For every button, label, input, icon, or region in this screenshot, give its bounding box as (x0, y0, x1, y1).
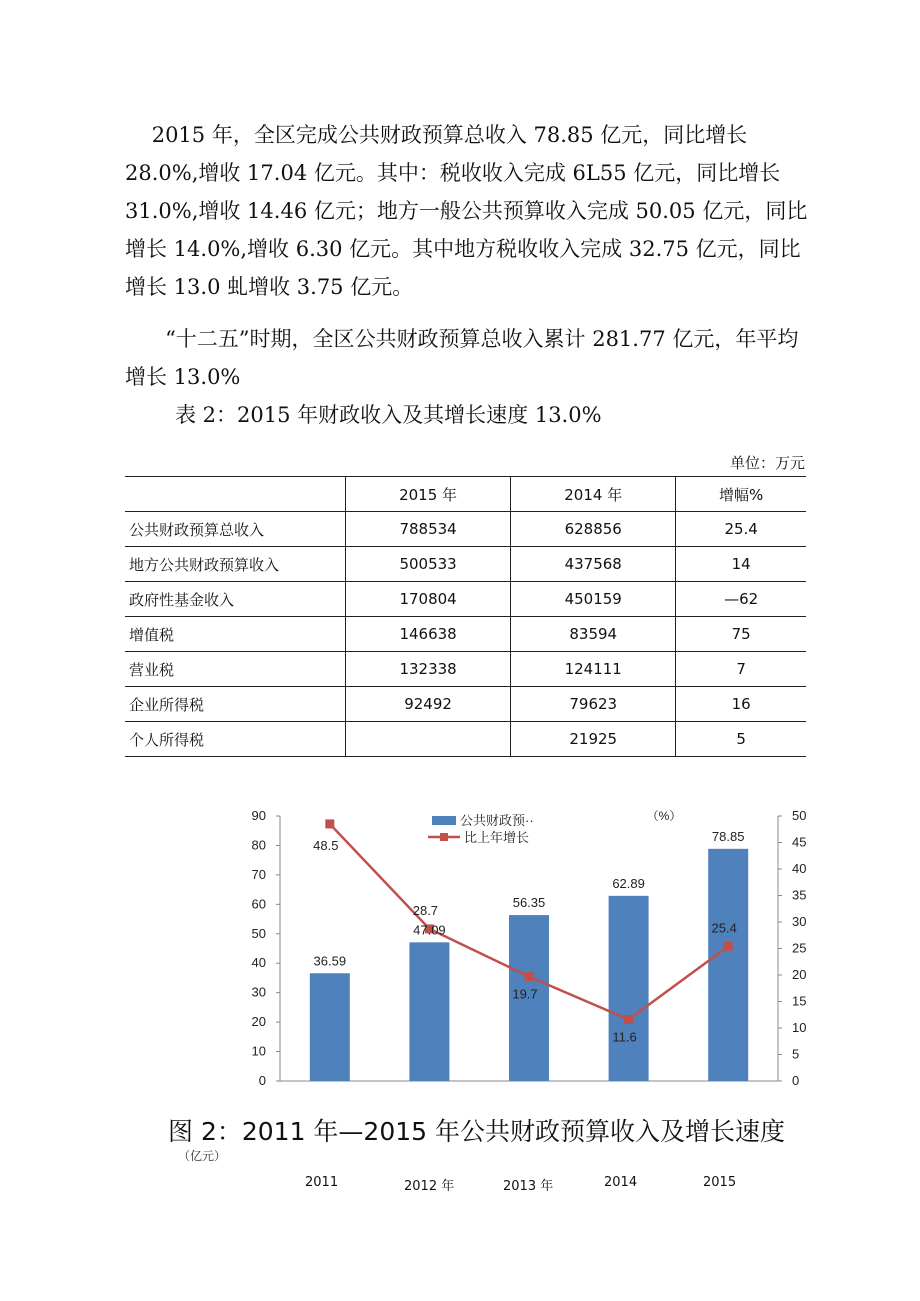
table-cell: 500533 (346, 547, 511, 582)
table-cell: 个人所得税 (125, 722, 346, 757)
y2-tick-label: 50 (792, 808, 807, 823)
y2-tick-label: 15 (792, 993, 807, 1009)
bar-data-label: 62.89 (612, 875, 645, 891)
y2-tick-label: 20 (792, 967, 807, 982)
bar-data-label: 47.09 (413, 922, 446, 938)
line-point (724, 942, 733, 951)
year-label: 2014 (604, 1175, 638, 1190)
y-tick-label: 0 (258, 1073, 266, 1088)
bar-data-label: 56.35 (512, 895, 546, 911)
y-tick-label: 10 (251, 1043, 266, 1059)
year-label: 2015 (703, 1175, 737, 1190)
legend-swatch-marker (440, 833, 448, 841)
table-cell: 政府性基金收入 (125, 582, 346, 617)
line-data-label: 48.5 (313, 837, 339, 853)
year-label: 2013 年 (503, 1179, 554, 1194)
table-cell: 5 (676, 722, 806, 757)
line-point (525, 972, 534, 981)
y-tick-label: 80 (251, 837, 266, 853)
line-data-label: 25.4 (711, 920, 737, 936)
table-cell: 7 (676, 652, 806, 687)
y-tick-label: 30 (251, 984, 266, 1000)
y2-tick-label: 0 (792, 1073, 800, 1088)
table-cell: 21925 (511, 722, 676, 757)
paragraph-revenue-2015: 2015 年，全区完成公共财政预算总收入 78.85 亿元，同比增长 28.0%,增收 17.04 亿元。其中：税收收入完成 6L55 亿元，同比增长 31.0%,增收 14.46 亿元；地方一般公共预算收入完成 50.05 亿元，同比增长 14.0%,增收 6.30 亿元。其中地方税收收入完成 32.75 亿元，同比增长 13.0 虬增收 3.75 亿元。 (125, 123, 808, 299)
unit-label: 单位：万元 (729, 454, 805, 472)
table-header-cell: 增幅% (676, 477, 806, 512)
paragraph-five-year-plan: “十二五”时期，全区公共财政预算总收入累计 281.77 亿元，年平均增长 13.0% (125, 327, 799, 389)
y-tick-label: 40 (251, 955, 266, 971)
table-cell: 25.4 (676, 512, 806, 547)
table-cell: 公共财政预算总收入 (125, 512, 346, 547)
table-cell: —62 (676, 582, 806, 617)
chart-legend (428, 813, 534, 845)
bar (708, 849, 748, 1081)
figure-caption: 图 2：2011 年—2015 年公共财政预算收入及增长速度 (168, 1117, 785, 1146)
year-label: 2011 (305, 1175, 339, 1190)
y2-tick-label: 35 (792, 887, 807, 903)
table-cell: 437568 (511, 547, 676, 582)
table-cell: 增值税 (125, 617, 346, 652)
bar (409, 942, 449, 1081)
table-cell: 146638 (346, 617, 511, 652)
bar (609, 896, 649, 1081)
table-cell: 83594 (511, 617, 676, 652)
table-cell: 75 (676, 617, 806, 652)
table-cell: 79623 (511, 687, 676, 722)
y2-tick-label: 10 (792, 1020, 807, 1035)
table-cell: 地方公共财政预算收入 (125, 547, 346, 582)
y-tick-label: 60 (251, 896, 266, 912)
table-cell: 营业税 (125, 652, 346, 687)
table-cell: 170804 (346, 582, 511, 617)
y2-tick-label: 30 (792, 914, 807, 929)
bar-data-label: 36.59 (313, 953, 347, 969)
chart-bars (310, 849, 748, 1081)
y2-tick-label: 5 (792, 1046, 800, 1062)
y-tick-label: 90 (251, 808, 266, 823)
table-cell: 450159 (511, 582, 676, 617)
legend-label-bar: 公共财政预·· (460, 813, 534, 828)
table-cell: 628856 (511, 512, 676, 547)
table-cell: 124111 (511, 652, 676, 687)
table-cell: 企业所得税 (125, 687, 346, 722)
line-data-label: 28.7 (412, 902, 439, 918)
y-tick-label: 70 (251, 866, 266, 882)
bar (310, 973, 350, 1081)
y2-tick-label: 40 (792, 861, 807, 876)
table-cell: 132338 (346, 652, 511, 687)
y-tick-label: 20 (251, 1014, 266, 1030)
bar-data-label: 78.85 (711, 828, 745, 844)
legend-label-line: 比上年增长 (464, 830, 530, 845)
table-cell: 92492 (346, 687, 511, 722)
y-tick-label: 50 (251, 925, 266, 941)
legend-swatch-bar (432, 816, 456, 825)
y-unit-note: （亿元） (178, 1149, 227, 1163)
y2-tick-label: 25 (792, 940, 807, 956)
table-caption: 表 2：2015 年财政收入及其增长速度 13.0% (175, 403, 602, 427)
line-data-label: 11.6 (612, 1029, 637, 1045)
y2-tick-label: 45 (792, 834, 807, 850)
line-point (325, 819, 334, 828)
year-label: 2012 年 (404, 1179, 455, 1194)
table-cell: 16 (676, 687, 806, 722)
table-cell: 14 (676, 547, 806, 582)
table-header-cell: 2015 年 (346, 477, 511, 512)
table-cell: 788534 (346, 512, 511, 547)
table-header-cell: 2014 年 (511, 477, 676, 512)
y2-unit-label: （%） (646, 809, 682, 823)
line-data-label: 19.7 (512, 986, 538, 1002)
line-point (624, 1015, 633, 1024)
